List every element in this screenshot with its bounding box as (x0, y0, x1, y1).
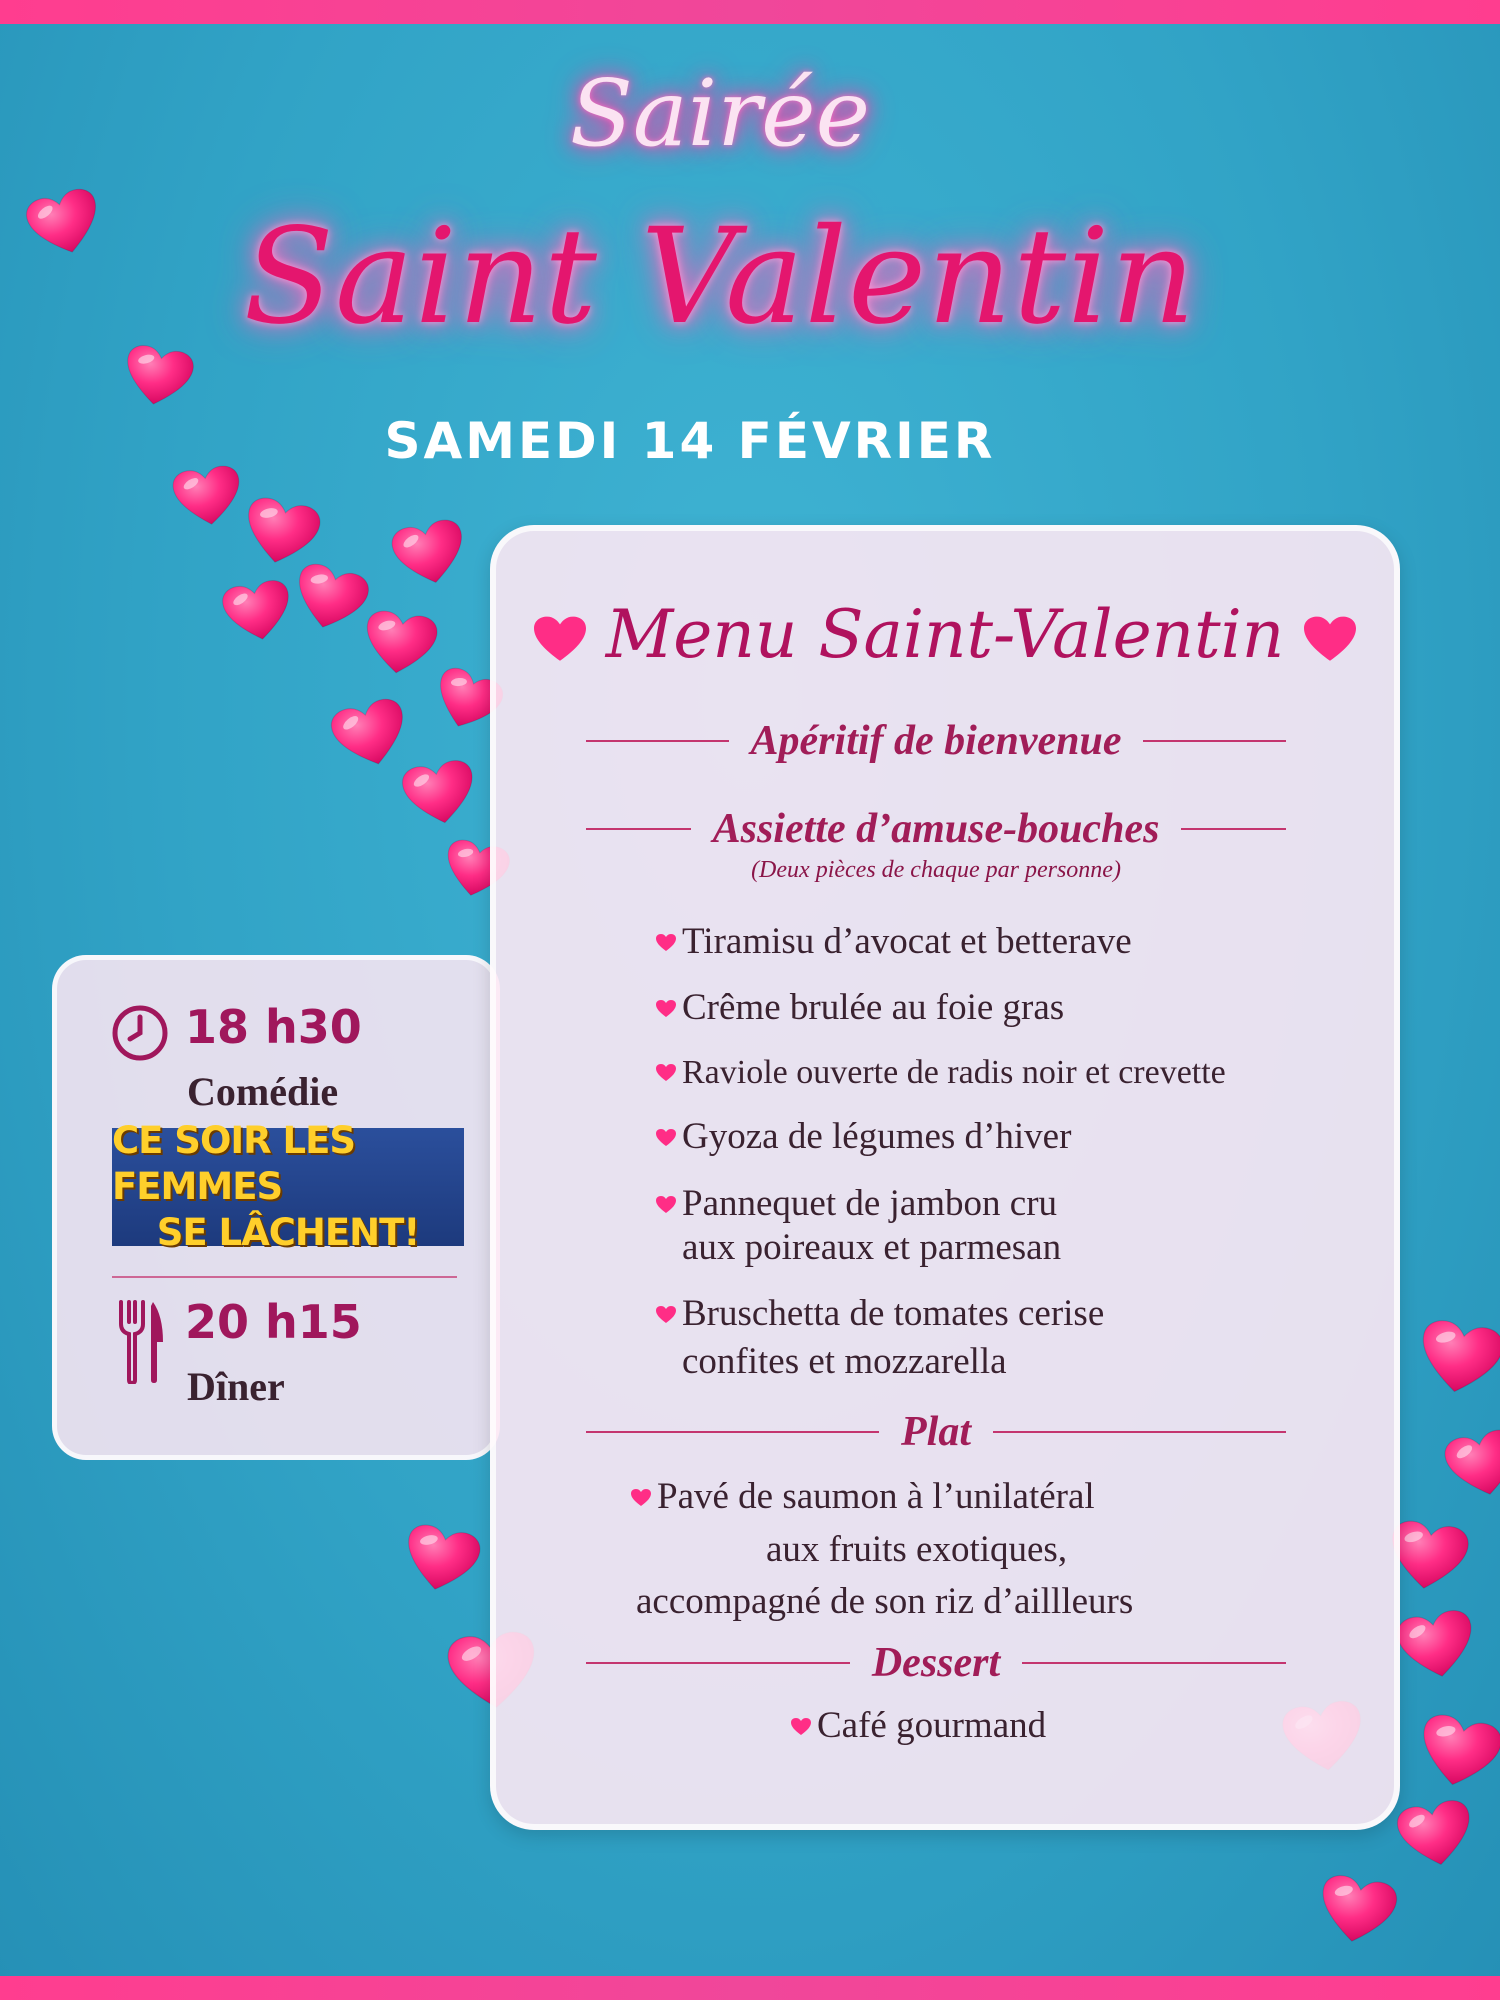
show-title-line2: SE LÂCHENT! (156, 1211, 420, 1254)
plat-item (631, 1474, 1095, 1520)
menu-item (656, 1050, 1226, 1096)
dessert-item-text: Café gourmand (817, 1705, 1047, 1746)
heart-candy-icon (1414, 1314, 1500, 1407)
section-aperitif-label: Apéritif de bienvenue (750, 718, 1122, 764)
heart-bullet-icon (656, 1000, 676, 1018)
menu-item (656, 1181, 1057, 1227)
section-amuse-bouches (586, 805, 1286, 853)
heart-candy-icon (1441, 1423, 1500, 1508)
divider-line (1181, 828, 1286, 830)
dessert-item (791, 1703, 1046, 1749)
menu-item-text: Tiramisu d’avocat et betterave (682, 921, 1132, 962)
clock-icon (111, 1004, 169, 1062)
time-dinner: 20 h15 (185, 1295, 362, 1349)
heart-candy-icon (22, 182, 108, 268)
heart-candy-icon (398, 1518, 483, 1603)
menu-item-continued: confites et mozzarella (682, 1341, 1007, 1382)
heart-candy-icon (1394, 1604, 1480, 1690)
divider-line (1022, 1662, 1286, 1664)
schedule-card (52, 955, 500, 1460)
show-title-banner (112, 1119, 464, 1254)
section-plat-label: Plat (901, 1409, 971, 1455)
menu-card (490, 525, 1400, 1830)
heart-candy-icon (360, 605, 439, 684)
schedule-divider (112, 1276, 457, 1278)
activity-comedy: Comédie (187, 1069, 339, 1114)
heart-bullet-icon (656, 1306, 676, 1324)
menu-item-text: Crême brulée au foie gras (682, 987, 1065, 1028)
heart-candy-icon (399, 754, 480, 835)
divider-line (586, 740, 729, 742)
heart-candy-icon (171, 461, 246, 536)
bottom-stripe (0, 1976, 1500, 2000)
heart-candy-icon (388, 513, 471, 596)
fork-knife-icon (117, 1298, 165, 1384)
heart-bullet-icon (656, 934, 676, 952)
heart-bullet-icon (791, 1718, 811, 1736)
heart-candy-icon (1413, 1708, 1500, 1801)
heart-bullet-icon (656, 1129, 676, 1147)
top-stripe (0, 0, 1500, 24)
heart-candy-icon (220, 575, 296, 651)
activity-dinner: Dîner (187, 1364, 285, 1409)
menu-item-text: Gyoza de légumes d’hiver (682, 1116, 1072, 1157)
heart-icon (1304, 616, 1356, 664)
title-soiree: Sairée (569, 60, 871, 167)
section-dessert (586, 1639, 1286, 1687)
menu-title (496, 596, 1394, 673)
event-date: SAMEDI 14 FÉVRIER (384, 412, 996, 470)
heart-candy-icon (1314, 1869, 1400, 1955)
menu-title-text: Menu Saint-Valentin (605, 596, 1285, 673)
menu-item-text: Raviole ouverte de radis noir et crevette (682, 1054, 1226, 1091)
divider-line (993, 1431, 1286, 1433)
plat-line-2: aux fruits exotiques, (766, 1529, 1068, 1570)
menu-item-text: Bruschetta de tomates cerise (682, 1293, 1105, 1334)
divider-line (586, 1662, 850, 1664)
plat-line-1: Pavé de saumon à l’unilatéral (657, 1476, 1095, 1517)
heart-bullet-icon (656, 1064, 676, 1082)
heart-candy-icon (1394, 1794, 1477, 1877)
heart-icon (534, 616, 586, 664)
time-comedy: 18 h30 (185, 1000, 362, 1054)
menu-item (656, 985, 1064, 1031)
menu-item (656, 919, 1132, 965)
section-aperitif (586, 717, 1286, 765)
heart-bullet-icon (631, 1489, 651, 1507)
menu-item (656, 1114, 1071, 1160)
divider-line (1143, 740, 1286, 742)
menu-item-text: Pannequet de jambon cru (682, 1183, 1058, 1224)
menu-item (656, 1291, 1104, 1337)
divider-line (586, 828, 691, 830)
amuse-note: (Deux pièces de chaque par personne) (751, 857, 1121, 883)
divider-line (586, 1431, 879, 1433)
heart-bullet-icon (656, 1196, 676, 1214)
menu-item-continued: aux poireaux et parmesan (682, 1227, 1062, 1268)
heart-candy-icon (120, 340, 196, 416)
show-title-line1: CE SOIR LES FEMMES (112, 1119, 356, 1208)
title-saint-valentin: Saint Valentin (243, 200, 1197, 354)
plat-line-3: accompagné de son riz d’aillleurs (636, 1581, 1134, 1622)
section-amuse-label: Assiette d’amuse-bouches (712, 806, 1160, 852)
section-dessert-label: Dessert (871, 1640, 1001, 1686)
section-plat (586, 1408, 1286, 1456)
